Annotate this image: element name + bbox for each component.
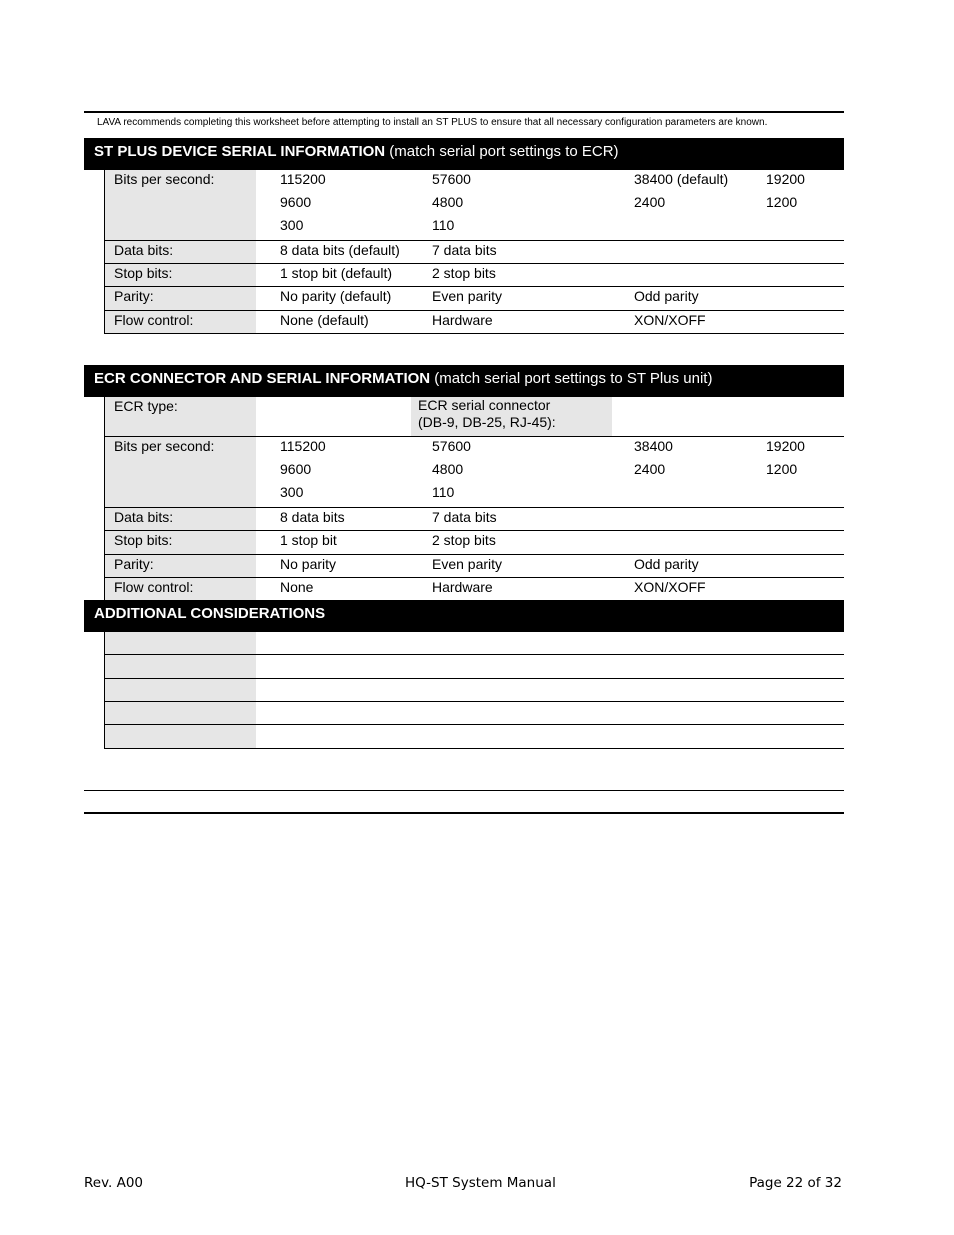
ecr-serial-table <box>104 397 844 600</box>
option-value: Hardware <box>432 312 493 328</box>
ecr-connector-label: ECR serial connector (DB-9, DB-25, RJ-45): <box>411 397 612 436</box>
option-value: 19200 <box>766 438 805 454</box>
row-label: Parity: <box>114 288 154 304</box>
option-value: 115200 <box>280 438 326 454</box>
option-value: 300 <box>280 217 304 233</box>
option-value: 57600 <box>432 171 471 187</box>
option-value: 9600 <box>280 194 312 210</box>
row-parity <box>105 287 844 311</box>
option-value: XON/XOFF <box>634 579 706 595</box>
row-bits-per-second <box>105 170 844 241</box>
option-value: 2 stop bits <box>432 265 496 281</box>
option-value: 8 data bits <box>280 509 345 525</box>
intro-text: LAVA recommends completing this worksheet before attempting to install an ST PLUS to ensure that all necessary configuration parameters are known. <box>97 117 768 128</box>
option-value: 7 data bits <box>432 242 497 258</box>
blank-row <box>105 679 844 702</box>
row-data-bits <box>105 241 844 264</box>
row-bits-per-second <box>105 437 844 508</box>
footer-revision: Rev. A00 <box>84 1175 144 1191</box>
option-value: Even parity <box>432 556 503 572</box>
section-title: ST PLUS DEVICE SERIAL INFORMATION <box>94 143 386 160</box>
st-plus-serial-table <box>104 170 844 334</box>
option-value: 1 stop bit (default) <box>280 265 393 281</box>
option-value: 2400 <box>634 461 666 477</box>
row-label: Flow control: <box>114 312 194 328</box>
row-label: Stop bits: <box>114 265 173 281</box>
row-ecr-type <box>105 397 844 437</box>
option-value: None (default) <box>280 312 369 328</box>
blank-row <box>105 655 844 679</box>
option-value: 19200 <box>766 171 805 187</box>
section-header-st-plus <box>84 138 844 170</box>
row-label: ECR type: <box>114 398 178 414</box>
option-value: 4800 <box>432 194 464 210</box>
row-label: Bits per second: <box>114 438 215 454</box>
footer-page-number: Page 22 of 32 <box>749 1175 842 1191</box>
option-value: XON/XOFF <box>634 312 706 328</box>
option-value: 1200 <box>766 461 798 477</box>
row-flow-control <box>105 578 844 600</box>
row-label: Stop bits: <box>114 532 173 548</box>
row-stop-bits <box>105 264 844 287</box>
option-value: Hardware <box>432 579 493 595</box>
option-value: 110 <box>432 217 455 233</box>
option-value: No parity <box>280 556 337 572</box>
option-value: 2400 <box>634 194 666 210</box>
row-label: Data bits: <box>114 242 174 258</box>
option-value: 9600 <box>280 461 312 477</box>
option-value: None <box>280 579 314 595</box>
option-value: Odd parity <box>634 556 699 572</box>
option-value: 4800 <box>432 461 464 477</box>
section-header-additional <box>84 600 844 632</box>
blank-row <box>105 702 844 725</box>
bottom-rule-thick <box>84 812 844 814</box>
option-value: 115200 <box>280 171 326 187</box>
option-value: 1 stop bit <box>280 532 337 548</box>
option-value: No parity (default) <box>280 288 392 304</box>
section-subtitle: (match serial port settings to ECR) <box>385 143 619 160</box>
option-value: Even parity <box>432 288 503 304</box>
option-value: 57600 <box>432 438 471 454</box>
row-label: Parity: <box>114 556 154 572</box>
row-parity <box>105 555 844 578</box>
footer-manual-title: HQ-ST System Manual <box>405 1175 556 1191</box>
option-value: 1200 <box>766 194 798 210</box>
row-stop-bits <box>105 531 844 555</box>
row-data-bits <box>105 508 844 531</box>
blank-row <box>105 725 844 749</box>
bottom-rule-thin <box>84 790 844 791</box>
option-value: 300 <box>280 484 304 500</box>
option-value: 7 data bits <box>432 509 497 525</box>
blank-row <box>105 632 844 655</box>
row-flow-control <box>105 311 844 334</box>
option-value: 38400 (default) <box>634 171 729 187</box>
row-label: Flow control: <box>114 579 194 595</box>
option-value: 8 data bits (default) <box>280 242 400 258</box>
section-header-ecr <box>84 365 844 397</box>
row-label: Data bits: <box>114 509 174 525</box>
row-label: Bits per second: <box>114 171 215 187</box>
section-subtitle: (match serial port settings to ST Plus unit) <box>430 370 713 387</box>
section-title: ECR CONNECTOR AND SERIAL INFORMATION <box>94 370 431 387</box>
option-value: 2 stop bits <box>432 532 496 548</box>
additional-considerations-table <box>104 632 844 749</box>
section-title: ADDITIONAL CONSIDERATIONS <box>94 605 326 622</box>
option-value: 110 <box>432 484 455 500</box>
top-rule <box>84 111 844 113</box>
option-value: Odd parity <box>634 288 699 304</box>
option-value: 38400 <box>634 438 673 454</box>
